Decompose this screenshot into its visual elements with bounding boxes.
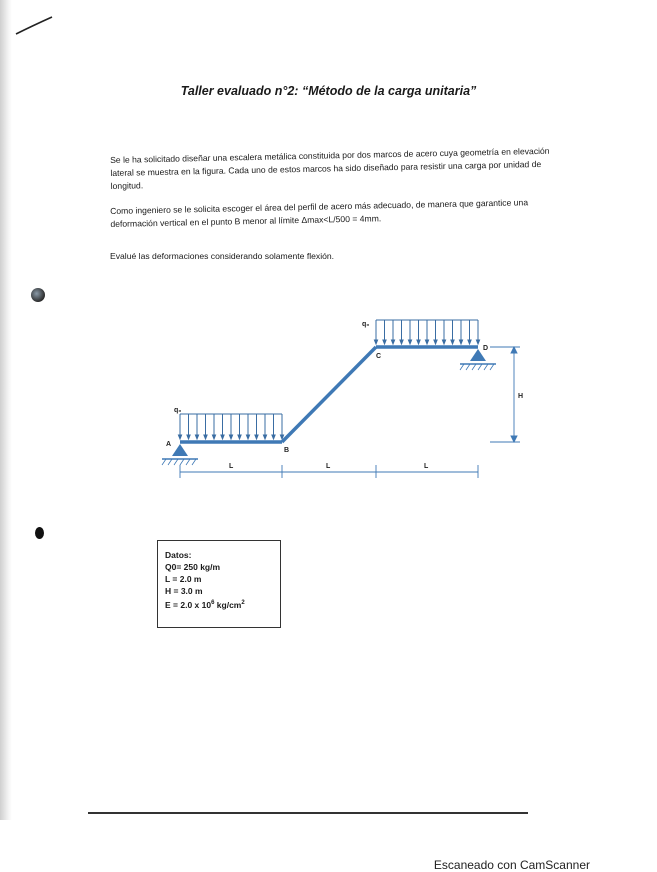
datos-l: L = 2.0 m [165, 574, 202, 584]
load-label-left: q₀ [174, 407, 182, 414]
load-arrow-head [476, 340, 479, 344]
dim-label-2: L [326, 463, 331, 470]
pin-support-a [172, 444, 188, 456]
beam-bc [282, 347, 376, 442]
point-d-label: D [483, 345, 489, 352]
load-arrow-head [434, 340, 437, 344]
dim-label-3: L [424, 463, 429, 470]
load-arrow-head [459, 340, 462, 344]
dim-label-h: H [518, 393, 524, 400]
stair-frame-diagram [150, 310, 530, 490]
load-arrow-head [263, 435, 266, 439]
load-arrow-head [425, 340, 428, 344]
datos-h: H = 3.0 m [165, 586, 203, 596]
data-box [157, 540, 281, 628]
dim-label-1: L [229, 463, 234, 470]
load-arrow-head [468, 340, 471, 344]
pen-mark [14, 14, 54, 36]
distributed-load-right [374, 320, 479, 344]
punch-hole [35, 527, 44, 539]
load-arrow-head [178, 435, 181, 439]
load-arrow-head [408, 340, 411, 344]
scan-bottom-edge [88, 812, 528, 814]
load-arrow-head [238, 435, 241, 439]
load-arrow-head [187, 435, 190, 439]
load-arrow-head [451, 340, 454, 344]
punch-hole [31, 288, 45, 302]
load-arrow-head [195, 435, 198, 439]
load-arrow-head [272, 435, 275, 439]
load-arrow-head [229, 435, 232, 439]
load-arrow-head [246, 435, 249, 439]
paragraph-instruction: Evalué las deformaciones considerando solamente flexión. [110, 251, 335, 261]
dimension-lines [180, 347, 520, 478]
datos-heading: Datos: [165, 550, 192, 560]
paragraph-intro: Se le ha solicitado diseñar una escalera metálica constituida por dos marcos de acero cuya geometría en elevación lateral se muestra en la figura. Cada uno de estos marcos ha sido diseñado para resistir una carga por unidad de longitud. [110, 145, 550, 191]
point-c-label: C [376, 353, 382, 360]
point-b-label: B [284, 447, 290, 454]
load-arrow-head [374, 340, 377, 344]
paragraph-task: Como ingeniero se le solicita escoger el área del perfil de acero más adecuado, de manera que garantice una deformación vertical en el punto B menor al límite Δmax<L/500 = 4mm. [110, 197, 529, 229]
distributed-load-left [178, 414, 283, 439]
load-arrow-head [383, 340, 386, 344]
load-label-right: q₀ [362, 321, 370, 328]
load-arrow-head [391, 340, 394, 344]
load-arrow-head [212, 435, 215, 439]
load-arrow-head [221, 435, 224, 439]
load-arrow-head [400, 340, 403, 344]
datos-q0: Q0= 250 kg/m [165, 562, 221, 572]
scanner-watermark: Escaneado con CamScanner [433, 858, 590, 872]
load-arrow-head [255, 435, 258, 439]
point-a-label: A [166, 441, 172, 448]
datos-e: E = 2.0 x $10^6$ $kg/cm^2$ [165, 599, 245, 610]
page-title: Taller evaluado n°2: “Método de la carga unitaria” [180, 84, 477, 98]
load-arrow-head [417, 340, 420, 344]
load-arrow-head [204, 435, 207, 439]
load-arrow-head [442, 340, 445, 344]
